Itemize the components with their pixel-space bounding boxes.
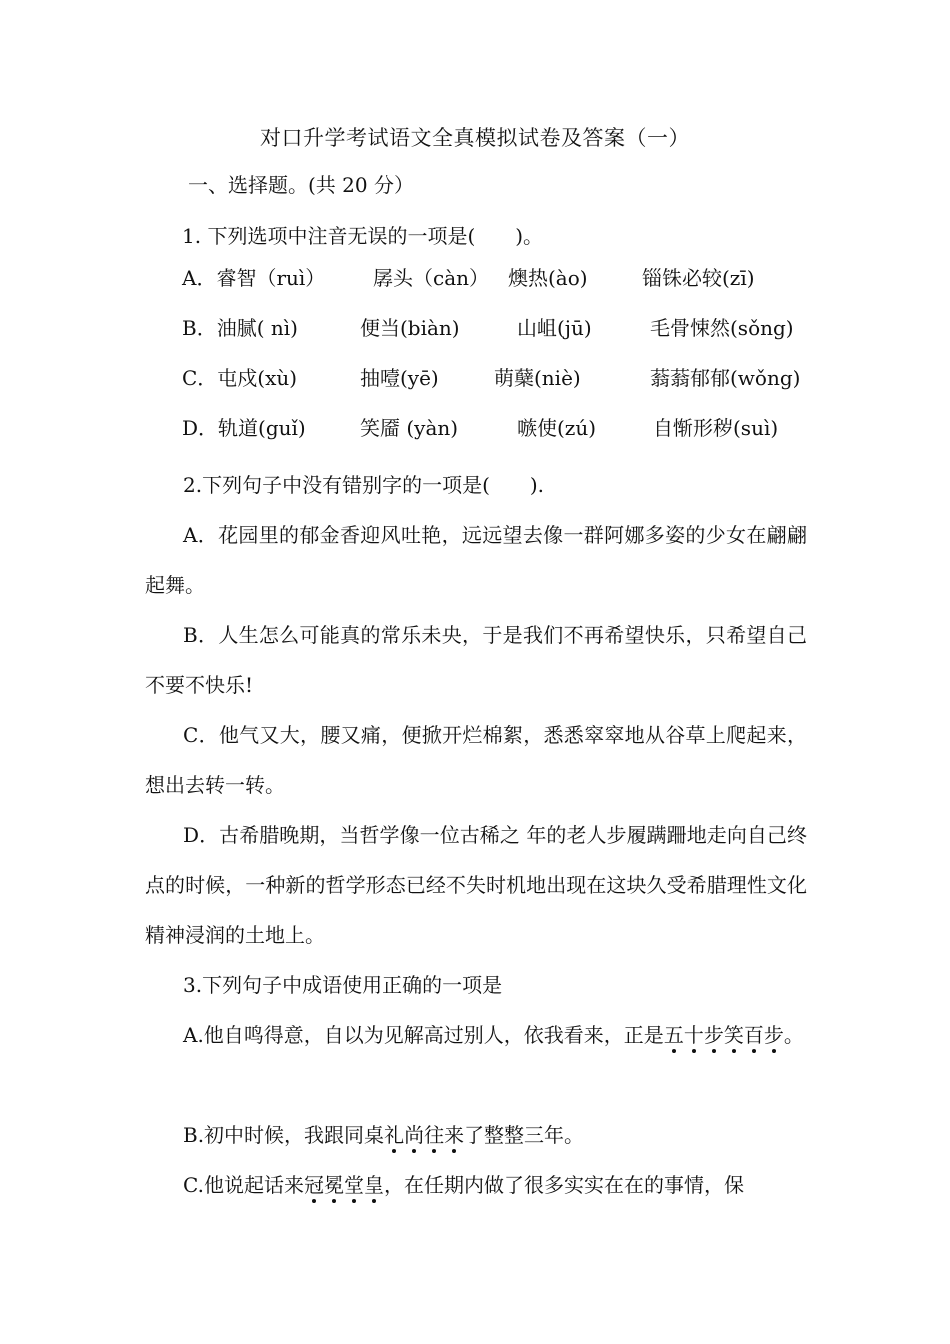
- section-heading: 一、选择题。(共 20 分）: [188, 173, 414, 197]
- option-item: B．油腻( nì): [182, 316, 298, 340]
- option-item: 嗾使(zú): [517, 416, 597, 440]
- question-1-option-a: [0, 263, 950, 293]
- question-2-option-a: A．花园里的郁金香迎风吐艳，远远望去像一群阿娜多姿的少女在翩翩起舞。: [145, 523, 807, 597]
- option-text: A.他自鸣得意，自以为见解高过别人，依我看来，正是: [183, 1023, 664, 1047]
- question-2-option-d: D．古希腊晚期，当哲学像一位古稀之 年的老人步履蹒跚地走向自己终点的时候，一种新的哲学形态已经不失时机地出现在这块久受希腊理性文化精神浸润的土地上。: [145, 823, 807, 947]
- emphasized-idiom: 冠冕堂皇: [303, 1173, 384, 1197]
- question-2-option-c: C．他气又大，腰又痛，便掀开烂棉絮，悉悉窣窣地从谷草上爬起来，想出去转一转。: [145, 723, 807, 797]
- question-1-option-c: [0, 363, 950, 393]
- option-text: 。: [783, 1023, 804, 1047]
- option-item: D．轨道(guǐ): [182, 416, 306, 440]
- option-text: ，在任期内做了很多实实在在的事情，保: [383, 1173, 744, 1197]
- option-item: 抽噎(yē): [360, 366, 439, 390]
- option-item: 锱铢必较(zī): [642, 266, 755, 290]
- question-3-stem: 3.下列句子中成语使用正确的一项是: [183, 973, 503, 997]
- option-item: 孱头（càn）: [373, 266, 490, 290]
- page-title: 对口升学考试语文全真模拟试卷及答案（一）: [260, 126, 690, 150]
- option-text: C.他说起话来: [183, 1173, 304, 1197]
- option-item: 自惭形秽(suì): [653, 416, 779, 440]
- option-item: 燠热(ào): [508, 266, 588, 290]
- question-2-stem: 2.下列句子中没有错别字的一项是( ).: [183, 473, 545, 497]
- question-1-option-b: [0, 313, 950, 343]
- question-2-option-b: B．人生怎么可能真的常乐未央，于是我们不再希望快乐，只希望自己不要不快乐!: [145, 623, 807, 697]
- option-item: C．屯戍(xù): [182, 366, 298, 390]
- question-1-stem: 1. 下列选项中注音无误的一项是( )。: [182, 224, 544, 248]
- option-item: 笑靥 (yàn): [360, 416, 459, 440]
- option-item: 便当(biàn): [360, 316, 460, 340]
- option-item: A．睿智（ruì）: [182, 266, 326, 290]
- option-item: 萌蘖(niè): [494, 366, 581, 390]
- option-text: 了整整三年。: [464, 1123, 585, 1147]
- option-text: B.初中时候，我跟同桌: [183, 1123, 385, 1147]
- question-3-option-b: [145, 1110, 807, 1160]
- emphasized-idiom: 礼尚往来: [384, 1123, 465, 1147]
- emphasized-idiom: 五十步笑百步: [663, 1023, 784, 1047]
- option-item: 蓊蓊郁郁(wǒng): [650, 366, 801, 390]
- option-item: 山岨(jū): [517, 316, 592, 340]
- question-3-option-a: [145, 1010, 807, 1060]
- question-3-option-c: [145, 1160, 807, 1210]
- question-1-option-d: [0, 413, 950, 443]
- option-item: 毛骨悚然(sǒng): [650, 316, 794, 340]
